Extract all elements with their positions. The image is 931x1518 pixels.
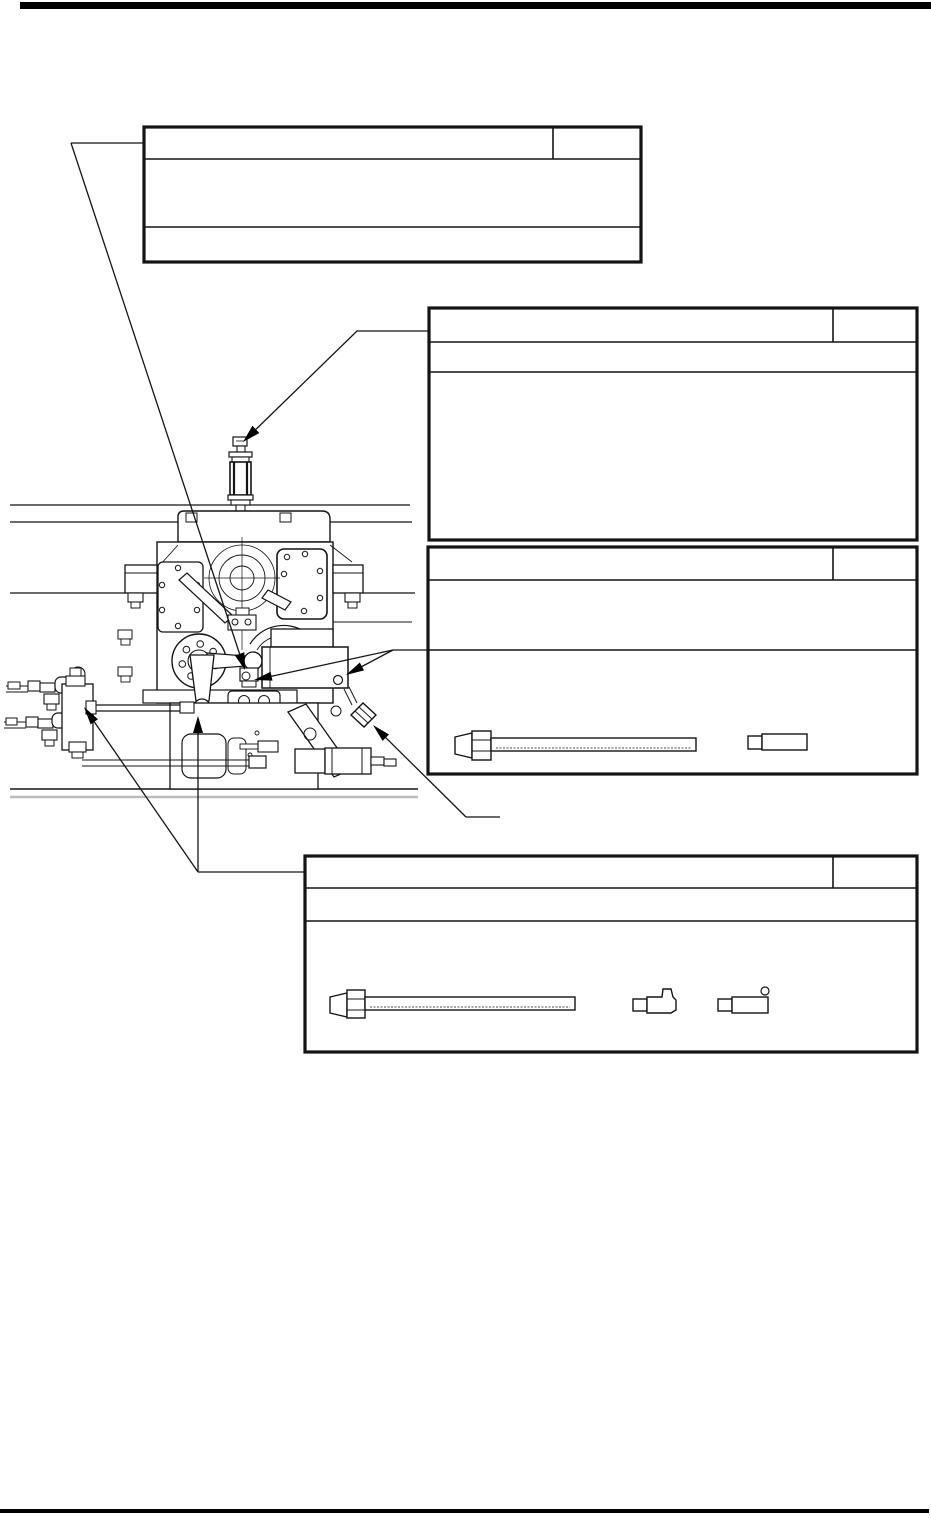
threaded-rod-icon bbox=[330, 990, 575, 1018]
top-rule-bar bbox=[20, 2, 931, 9]
callout-box-1 bbox=[144, 127, 641, 262]
lower-frame bbox=[170, 703, 352, 789]
threaded-rod-icon bbox=[455, 731, 696, 760]
callout-box-2 bbox=[429, 308, 917, 540]
bottom-rule bbox=[0, 1509, 929, 1513]
pin-with-ring-icon bbox=[718, 987, 769, 1013]
target-bolt-bracket bbox=[240, 668, 258, 687]
air-cylinder bbox=[228, 437, 253, 512]
hex-fitting bbox=[344, 687, 376, 727]
leader-box2 bbox=[243, 331, 429, 442]
crank-arm bbox=[207, 652, 262, 670]
callout-box-3 bbox=[428, 547, 917, 774]
callout-box-4 bbox=[305, 856, 917, 1052]
machine-drawing bbox=[4, 437, 418, 797]
cylindrical-pin-icon bbox=[748, 734, 807, 750]
right-bracket bbox=[262, 629, 348, 688]
latch-pin-icon bbox=[633, 989, 676, 1013]
